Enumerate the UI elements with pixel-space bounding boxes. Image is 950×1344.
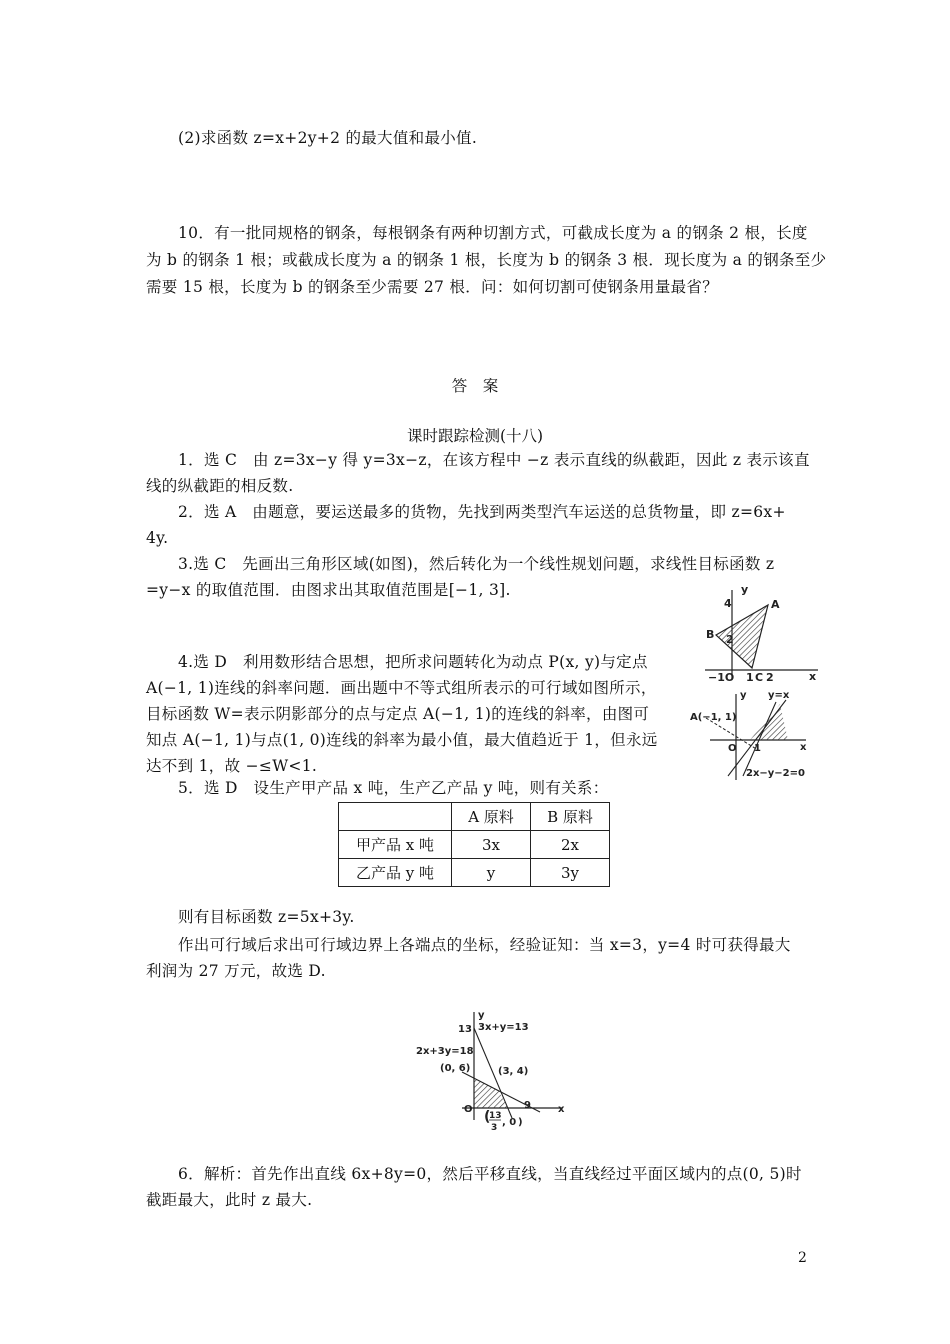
- material-table: [338, 802, 610, 887]
- fig5-line1: 3x+y=13: [478, 1022, 529, 1033]
- answer-6-line-1: 6．解析：首先作出直线 6x+8y=0，然后平移直线，当直线经过平面区域内的点(0, 5)时: [178, 1165, 802, 1183]
- fig3-x-ticks: −1O: [708, 671, 735, 682]
- table-header-cell: [339, 803, 452, 831]
- fig3-label-c: C: [755, 671, 764, 682]
- fig4-line2-label: 2x−y−2=0: [746, 768, 805, 779]
- fig3-tick-1: 1: [746, 671, 754, 682]
- fig4-tick-1: 1: [754, 743, 761, 754]
- table-cell: y: [452, 859, 531, 887]
- fig5-point-34: (3, 4): [498, 1066, 529, 1077]
- fig3-tick-4: 4: [724, 597, 732, 610]
- table-cell: 2x: [531, 831, 610, 859]
- question-10-line-3: 需要 15 根，长度为 b 的钢条至少需要 27 根．问：如何切割可使钢条用量最省？: [146, 278, 719, 296]
- question-10-line-2: 为 b 的钢条 1 根；或截成长度为 a 的钢条 1 根，长度为 b 的钢条 3 根．现长度为 a 的钢条至少: [146, 251, 827, 269]
- fig4-point-a: A(−1, 1): [690, 712, 737, 723]
- fig4-y-axis: y: [740, 690, 747, 701]
- table-cell: 3x: [452, 831, 531, 859]
- fig3-y-axis: y: [741, 583, 749, 596]
- table-cell: 乙产品 y 吨: [339, 859, 452, 887]
- answer-1-line-2: 线的纵截距的相反数.: [146, 477, 294, 495]
- fig5-point-06: (0, 6): [440, 1063, 471, 1074]
- page-number: 2: [798, 1250, 808, 1266]
- question-9-part-2: (2)求函数 z=x+2y+2 的最大值和最小值.: [178, 129, 478, 147]
- fig5-frac-paren-right: ): [518, 1117, 523, 1128]
- fig5-frac-num: 13: [489, 1111, 502, 1121]
- fig3-label-a: A: [771, 598, 780, 611]
- fig5-line2: 2x+3y=18: [416, 1046, 474, 1057]
- fig5-frac-den: 3: [491, 1123, 498, 1133]
- answer-1-line-1: 1．选 C 由 z=3x−y 得 y=3x−z，在该方程中 −z 表示直线的纵截距，因此 z 表示该直: [178, 451, 810, 469]
- table-header-cell: A 原料: [452, 803, 531, 831]
- answer-3-line-1: 3.选 C 先画出三角形区域(如图)，然后转化为一个线性规划问题，求线性目标函数 z: [178, 555, 775, 573]
- answer-2-line-1: 2．选 A 由题意，要运送最多的货物，先找到两类型汽车运送的总货物量，即 z=6x+: [178, 503, 786, 521]
- table-row: [339, 859, 610, 887]
- fig3-label-b: B: [706, 628, 715, 641]
- fig5-y-axis: y: [478, 1010, 485, 1021]
- answer-heading: 答 案: [451, 377, 499, 395]
- fig5-frac-paren-left: (: [484, 1109, 491, 1125]
- answer-6-line-2: 截距最大，此时 z 最大.: [146, 1191, 313, 1209]
- fig5-origin: O: [464, 1104, 473, 1115]
- answer-4-line-2: A(−1, 1)连线的斜率问题．画出题中不等式组所表示的可行域如图所示，: [146, 679, 657, 697]
- triangle-region-figure: [700, 582, 822, 682]
- fig4-x-axis: x: [800, 742, 807, 753]
- fig5-tick-9: 9: [524, 1100, 531, 1111]
- fig4-line-label: y=x: [768, 690, 790, 701]
- fig5-x-axis: x: [558, 1104, 565, 1115]
- answer-5-intro: 5．选 D 设生产甲产品 x 吨，生产乙产品 y 吨，则有关系：: [178, 779, 609, 797]
- answer-3-line-2: =y−x 的取值范围．由图求出其取值范围是[−1, 3].: [146, 581, 511, 599]
- fig3-tick-2: 2: [766, 671, 774, 682]
- production-feasible-region-figure: [412, 1008, 574, 1136]
- answer-4-line-1: 4.选 D 利用数形结合思想，把所求问题转化为动点 P(x, y)与定点: [178, 653, 648, 671]
- fig5-tick-13: 13: [458, 1024, 472, 1035]
- answer-5-target: 则有目标函数 z=5x+3y.: [178, 908, 355, 926]
- table-row: [339, 831, 610, 859]
- question-10-line-1: 10．有一批同规格的钢条，每根钢条有两种切割方式，可截成长度为 a 的钢条 2 根，长度: [178, 224, 808, 242]
- feasible-region-slope-figure: [688, 688, 818, 783]
- fig4-origin: O: [728, 743, 737, 754]
- answer-2-line-2: 4y.: [146, 529, 169, 547]
- table-cell: 甲产品 x 吨: [339, 831, 452, 859]
- table-cell: 3y: [531, 859, 610, 887]
- fig3-x-axis: x: [809, 670, 817, 682]
- answer-4-line-3: 目标函数 W=表示阴影部分的点与定点 A(−1, 1)的连线的斜率，由图可: [146, 705, 650, 723]
- fig3-tick-2y: 2: [726, 633, 734, 646]
- answer-5-body-line-1: 作出可行域后求出可行域边界上各端点的坐标，经验证知：当 x=3，y=4 时可获得最大: [178, 936, 791, 954]
- answer-5-body-line-2: 利润为 27 万元，故选 D.: [146, 962, 326, 980]
- table-header-cell: B 原料: [531, 803, 610, 831]
- table-header-row: [339, 803, 610, 831]
- answer-4-line-5: 达不到 1，故 −≤W<1.: [146, 757, 318, 775]
- section-title: 课时跟踪检测(十八): [406, 427, 544, 445]
- answer-4-line-4: 知点 A(−1, 1)与点(1, 0)连线的斜率为最小值，最大值趋近于 1，但永远: [146, 731, 658, 749]
- fig5-frac-rest: , 0: [502, 1117, 517, 1128]
